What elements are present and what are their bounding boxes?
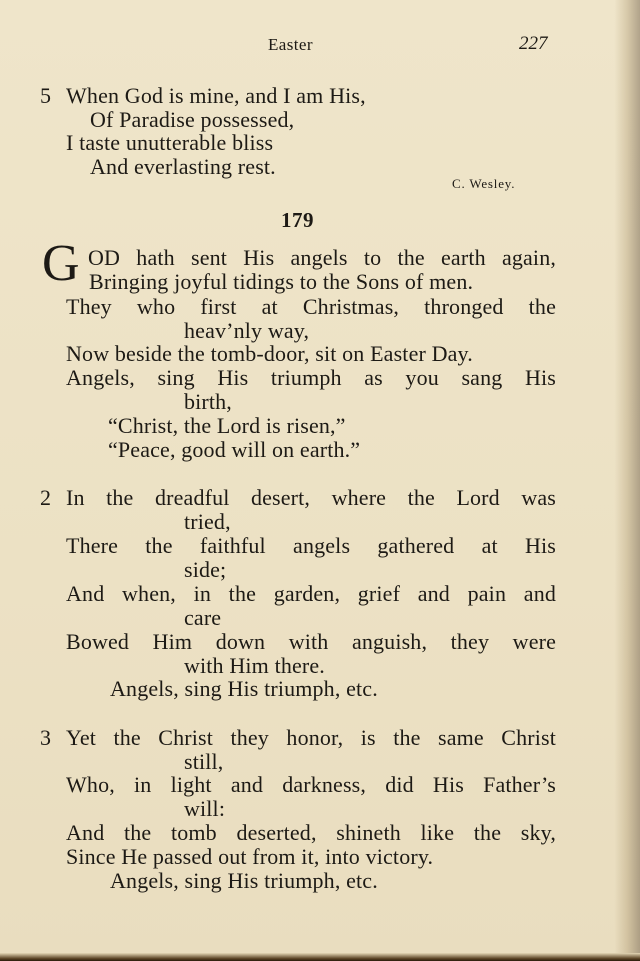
verse-line: with Him there. [184, 653, 325, 678]
running-header-title: Easter [268, 35, 313, 54]
verse-line: heav’nly way, [184, 318, 310, 343]
author-attribution: C. Wesley. [452, 176, 516, 191]
verse-line: Angels, sing His triumph as you sang His [66, 365, 556, 390]
verse-line: And everlasting rest. [90, 154, 276, 179]
verse-line: “Peace, good will on earth.” [108, 437, 361, 462]
hymn-number: 179 [281, 208, 314, 232]
verse-line: Angels, sing His triumph, etc. [110, 676, 378, 701]
verse-line: care [184, 605, 222, 630]
verse-line: tried, [184, 509, 231, 534]
verse-line: Bowed Him down with anguish, they were [66, 629, 556, 654]
verse-line: There the faithful angels gathered at His [66, 533, 556, 558]
verse-line: Since He passed out from it, into victory. [66, 844, 434, 869]
verse-line: still, [184, 749, 224, 774]
verse-line: birth, [184, 389, 232, 414]
verse-line: They who first at Christmas, thronged the [66, 294, 556, 319]
verse-line: I taste unutterable bliss [66, 130, 274, 155]
verse-line: And when, in the garden, grief and pain and [66, 581, 556, 606]
page-number: 227 [519, 33, 548, 54]
page-bottom-edge [0, 953, 640, 961]
verse-line: Who, in light and darkness, did His Father’s [66, 772, 556, 797]
verse-line: In the dreadful desert, where the Lord was [66, 485, 556, 510]
verse-line: Now beside the tomb-door, sit on Easter Day. [66, 341, 473, 366]
verse-number: 2 [40, 485, 51, 510]
verse-line: Of Paradise possessed, [90, 107, 295, 132]
verse-line: When God is mine, and I am His, [66, 83, 366, 108]
verse-number: 5 [40, 83, 51, 108]
drop-cap: G [42, 235, 80, 292]
verse-line: side; [184, 557, 227, 582]
verse-line: Yet the Christ they honor, is the same Christ [66, 725, 556, 750]
verse-line: OD hath sent His angels to the earth again, [88, 245, 556, 270]
verse-line: And the tomb deserted, shineth like the sky, [66, 820, 556, 845]
verse-line: will: [184, 796, 226, 821]
verse-line: Angels, sing His triumph, etc. [110, 868, 378, 893]
verse-number: 3 [40, 725, 51, 750]
verse-line: “Christ, the Lord is risen,” [108, 413, 346, 438]
verse-line: Bringing joyful tidings to the Sons of men. [89, 269, 474, 294]
